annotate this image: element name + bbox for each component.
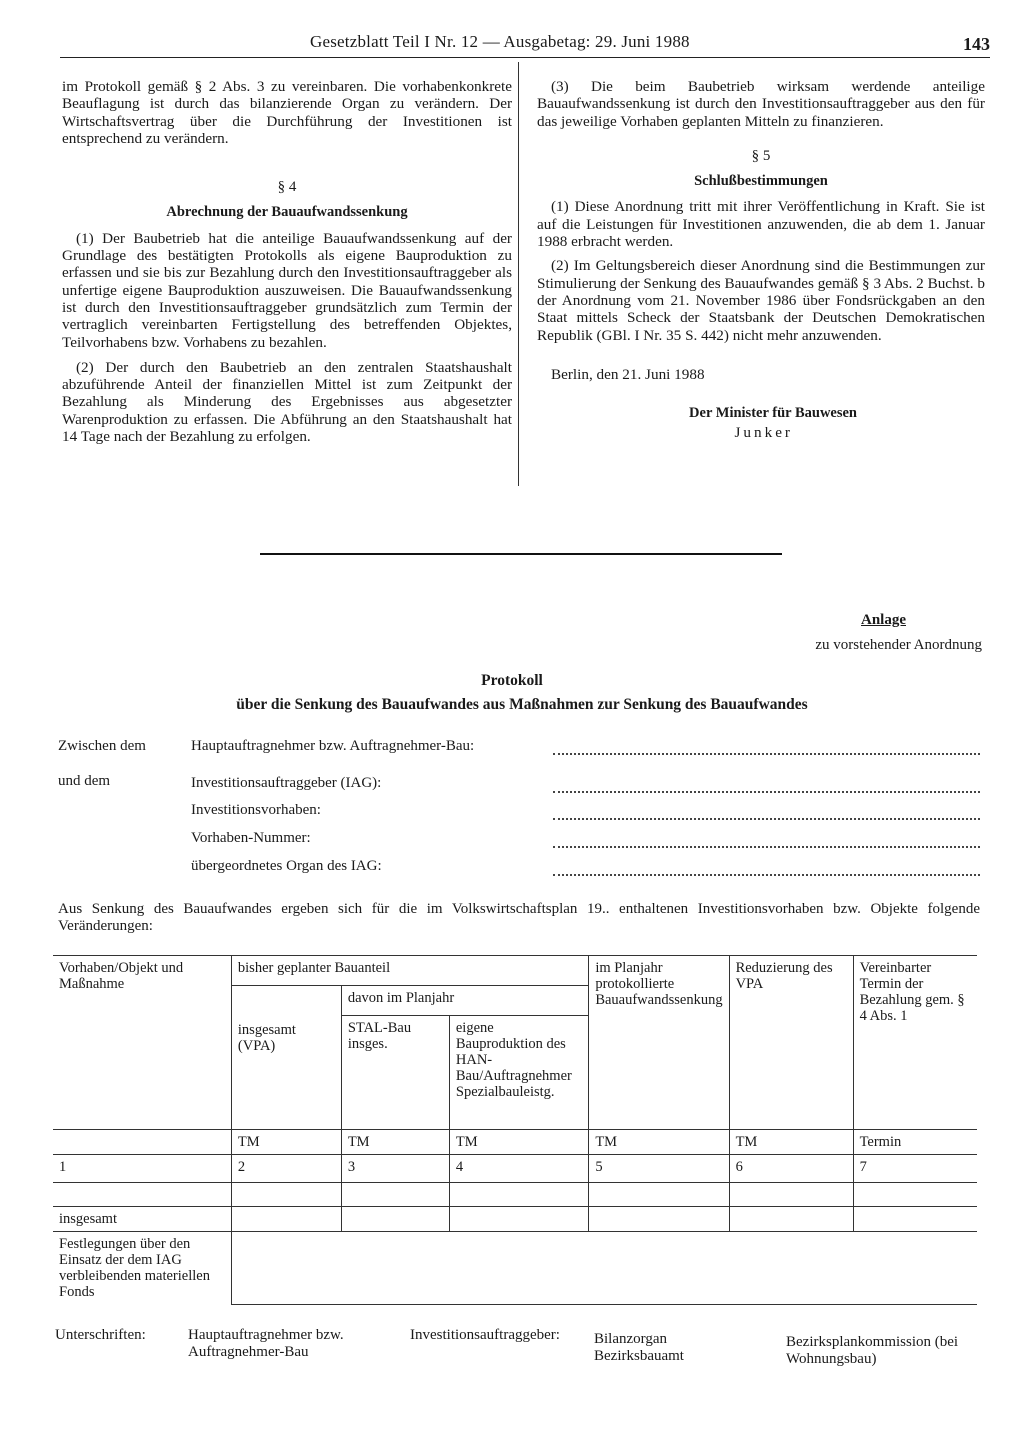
field-parent-organ-dotline[interactable]: [553, 866, 980, 876]
column-divider: [518, 62, 519, 486]
left-column: [62, 78, 512, 452]
th-protocol-reduction: im Planjahr protokollierte Bauaufwandssenkung: [589, 956, 729, 1130]
data-cell[interactable]: [231, 1183, 341, 1207]
unit-cell: TM: [341, 1130, 449, 1155]
unit-cell: TM: [449, 1130, 588, 1155]
annex-label: Anlage: [861, 612, 906, 628]
signatures-label: Unterschriften:: [55, 1327, 146, 1343]
field-investor-label: Investitionsauftraggeber (IAG):: [191, 775, 382, 791]
th-payment-date: Vereinbarter Termin der Bezahlung gem. § 4 Abs. 1: [853, 956, 977, 1130]
column-number: 3: [341, 1155, 449, 1183]
column-number: 4: [449, 1155, 588, 1183]
total-cell[interactable]: [449, 1207, 588, 1232]
section-5-number: § 5: [751, 147, 771, 164]
unit-cell: TM: [729, 1130, 853, 1155]
page-number: 143: [963, 34, 990, 54]
signature-contractor: Hauptauftragnehmer bzw. Auftragnehmer-Bau: [188, 1327, 344, 1360]
signature-investor: Investitionsauftraggeber:: [410, 1327, 560, 1343]
data-cell[interactable]: [341, 1183, 449, 1207]
left-continued-paragraph: im Protokoll gemäß § 2 Abs. 3 zu vereinbaren. Die vorhabenkonkrete Beauflagung ist durch das bilanzierende Organ zu verändern. Der Wirtschaftsvertrag über die Durchführung der Investitionen ist entsprechend zu verändern.: [62, 78, 512, 147]
header-title: Gesetzblatt Teil I Nr. 12 — Ausgabetag: 29. Juni 1988: [310, 32, 690, 51]
th-plan-year: davon im Planjahr: [341, 986, 588, 1016]
column-number: 1: [53, 1155, 231, 1183]
th-vpa-reduction: Reduzierung des VPA: [729, 956, 853, 1130]
unit-cell: [53, 1130, 231, 1155]
field-project-number-dotline[interactable]: [553, 838, 980, 848]
funds-label: Festlegungen über den Einsatz der dem IAG verbleibenden materiellen Fonds: [53, 1232, 231, 1305]
th-stal: STAL-Bau insges.: [341, 1016, 449, 1130]
total-cell[interactable]: [729, 1207, 853, 1232]
page-header: [60, 32, 990, 60]
field-contractor-dotline[interactable]: [553, 745, 980, 755]
data-cell[interactable]: [53, 1183, 231, 1207]
total-label: insgesamt: [53, 1207, 231, 1232]
and-label: und dem: [58, 773, 111, 789]
data-cell[interactable]: [853, 1183, 977, 1207]
funds-cell[interactable]: [231, 1232, 977, 1305]
data-cell[interactable]: [449, 1183, 588, 1207]
signer-name: Junker: [734, 424, 793, 442]
signature-balance-organ: Bilanzorgan Bezirksbauamt: [594, 1331, 684, 1364]
signer-title: Der Minister für Bauwesen: [689, 405, 857, 422]
total-cell[interactable]: [341, 1207, 449, 1232]
th-total-vpa: insgesamt (VPA): [231, 986, 341, 1130]
field-project-dotline[interactable]: [553, 810, 980, 820]
section-4-paragraph-1: (1) Der Baubetrieb hat die anteilige Bauaufwandssenkung auf der Grundlage des bestätigten Protokolls als eigene Bauproduktion zu erfassen und sie bis zur Bezahlung durch den Investitionsauftraggeber als unfertige eigene Bauproduktion auszuweisen. Die Bauaufwandssenkung ist durch den Investitionsauftraggeber grundsätzlich zum Termin der vertraglich vereinbarten Fertigstellung des betreffenden Objektes, Teilvorhabens bzw. Vorhabens zu bezahlen.: [62, 229, 512, 351]
section-4-paragraph-2: (2) Der durch den Baubetrieb an den zentralen Staatshaushalt abzuführende Anteil der finanziellen Mittel ist zum Zeitpunkt der Bezahlung als Minderung des Ergebnisses aus abgesetzter Warenproduktion zu erfassen. Die Abführung an den Staatshaushalt hat 14 Tage nach der Bezahlung zu erfolgen.: [62, 358, 512, 446]
th-planned-share: bisher geplanter Bauanteil: [231, 956, 588, 986]
data-cell[interactable]: [729, 1183, 853, 1207]
total-cell[interactable]: [231, 1207, 341, 1232]
data-cell[interactable]: [589, 1183, 729, 1207]
annex-sublabel: zu vorstehender Anordnung: [815, 637, 982, 653]
field-investor-dotline[interactable]: [553, 783, 980, 793]
field-project-number-label: Vorhaben-Nummer:: [191, 830, 311, 846]
header-rule: [60, 57, 990, 58]
section-5-title: Schlußbestimmungen: [694, 173, 828, 190]
total-cell[interactable]: [589, 1207, 729, 1232]
place-date: Berlin, den 21. Juni 1988: [551, 365, 705, 383]
between-label: Zwischen dem: [58, 738, 146, 754]
field-project-label: Investitionsvorhaben:: [191, 802, 321, 818]
unit-cell: TM: [231, 1130, 341, 1155]
section-separator: [260, 553, 782, 555]
th-project-measure: Vorhaben/Objekt und Maßnahme: [53, 956, 231, 1130]
unit-cell: TM: [589, 1130, 729, 1155]
protocol-title: Protokoll: [481, 672, 543, 689]
section-4-number: § 4: [277, 179, 297, 196]
column-number: 5: [589, 1155, 729, 1183]
field-contractor-label: Hauptauftragnehmer bzw. Auftragnehmer-Bau:: [191, 738, 475, 754]
total-cell[interactable]: [853, 1207, 977, 1232]
field-parent-organ-label: übergeordnetes Organ des IAG:: [191, 858, 382, 874]
column-number: 7: [853, 1155, 977, 1183]
protocol-table: [53, 955, 977, 1305]
section-5-paragraph-1: (1) Diese Anordnung tritt mit ihrer Veröffentlichung in Kraft. Sie ist auf die Leistungen für Investitionen anzuwenden, die ab dem 1. Januar 1988 erbracht werden.: [537, 198, 985, 251]
column-number: 6: [729, 1155, 853, 1183]
th-own-production: eigene Bauproduktion des HAN-Bau/Auftragnehmer Spezialbauleistg.: [449, 1016, 588, 1130]
protocol-subtitle: über die Senkung des Bauaufwandes aus Maßnahmen zur Senkung des Bauaufwandes: [236, 696, 808, 713]
right-column: [537, 78, 985, 442]
column-number: 2: [231, 1155, 341, 1183]
section-5-paragraph-2: (2) Im Geltungsbereich dieser Anordnung sind die Bestimmungen zur Stimulierung der Senkung des Bauaufwandes gemäß § 3 Abs. 2 Buchst. b der Anordnung vom 21. November 1986 über Fondsrückgaben an den Staat mittels Scheck der Staatsbank der Deutschen Demokratischen Republik (GBl. I Nr. 35 S. 442) nicht mehr anzuwenden.: [537, 257, 985, 344]
signature-planning-commission: Bezirksplankommission (bei Wohnungsbau): [786, 1334, 959, 1367]
section-4-title: Abrechnung der Bauaufwandssenkung: [166, 204, 408, 221]
unit-cell: Termin: [853, 1130, 977, 1155]
section-4-paragraph-3: (3) Die beim Baubetrieb wirksam werdende anteilige Bauaufwandssenkung ist durch den Investitionsauftraggeber aus den für das jeweilige Vorhaben geplanten Mitteln zu finanzieren.: [537, 78, 985, 130]
protocol-intro: Aus Senkung des Bauaufwandes ergeben sich für die im Volkswirtschaftsplan 19.. enthaltenen Investitionsvorhaben bzw. Objekte folgende Veränderungen:: [58, 901, 980, 934]
